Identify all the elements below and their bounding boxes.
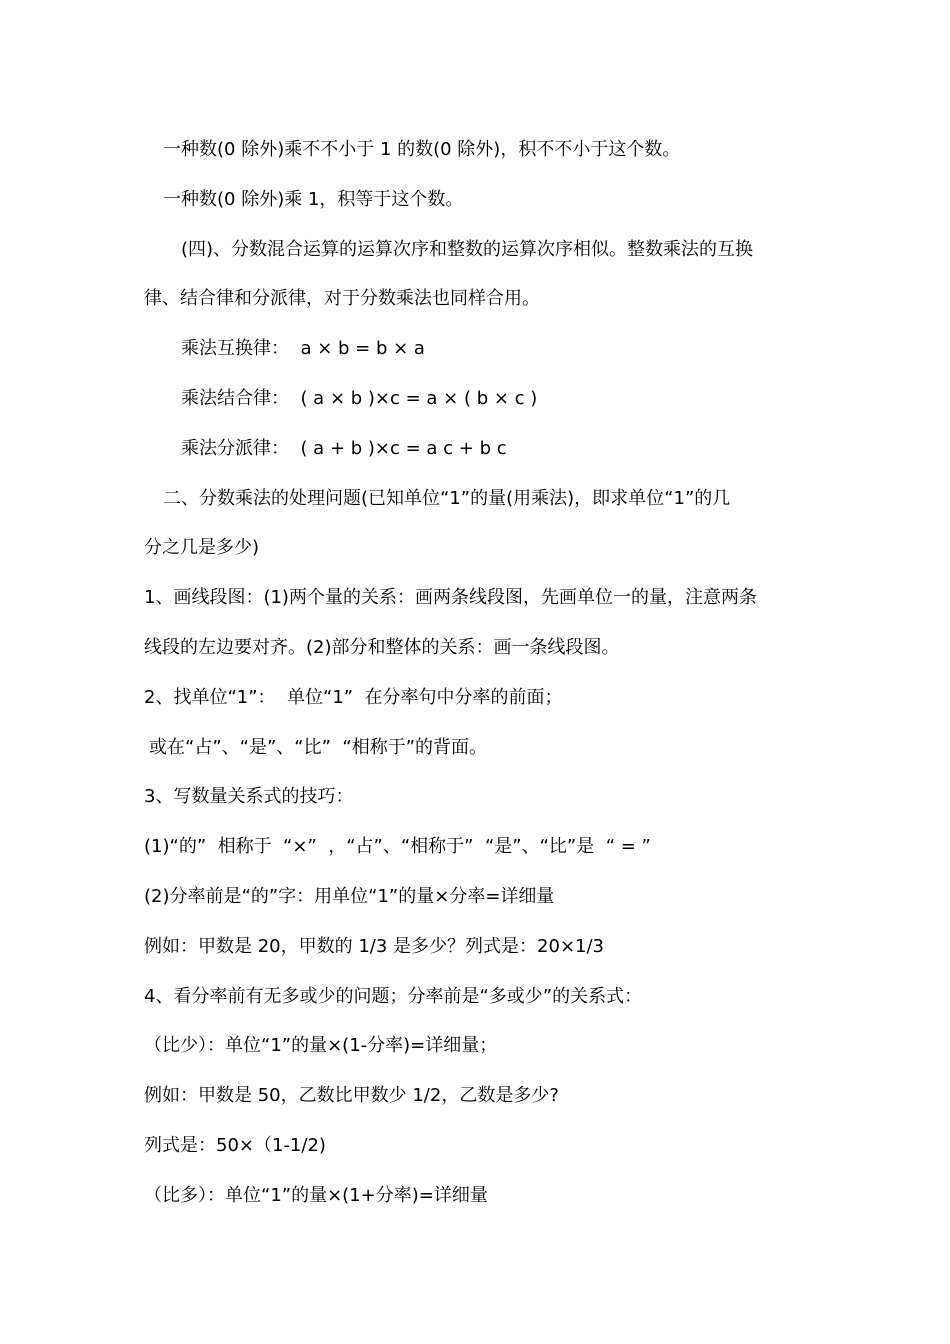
text-line: 1、画线段图：(1)两个量的关系：画两条线段图，先画单位一的量，注意两条 xyxy=(144,587,757,609)
formula-line: 乘法互换律： a × b = b × a xyxy=(181,338,425,360)
example-line: 列式是：50×（1-1/2) xyxy=(144,1134,326,1156)
example-line: 例如：甲数是 20，甲数的 1/3 是多少？列式是：20×1/3 xyxy=(144,935,604,957)
text-line: 一种数(0 除外)乘 1，积等于这个数。 xyxy=(163,188,464,210)
text-line: 或在“占”、“是”、“比” “相称于”的背面。 xyxy=(149,736,488,758)
formula-line: 乘法结合律： ( a × b )×c = a × ( b × c ) xyxy=(181,387,538,409)
text-line: （比多）：单位“1”的量×(1+分率)=详细量 xyxy=(144,1184,488,1206)
text-line: 3、写数量关系式的技巧： xyxy=(144,786,354,808)
example-line: 例如：甲数是 50，乙数比甲数少 1/2，乙数是多少? xyxy=(144,1085,559,1107)
text-line: 2、找单位“1”： 单位“1” 在分率句中分率的前面； xyxy=(144,686,563,708)
section-heading: 二、分数乘法的处理问题(已知单位“1”的量(用乘法)，即求单位“1”的几 xyxy=(163,487,731,509)
formula-line: 乘法分派律： ( a + b )×c = a c + b c xyxy=(181,437,507,459)
text-line: (四)、分数混合运算的运算次序和整数的运算次序相似。整数乘法的互换 xyxy=(181,238,754,260)
document-body xyxy=(0,125,950,1221)
text-line: （比少）：单位“1”的量×(1-分率)=详细量； xyxy=(144,1035,498,1057)
text-line: 律、结合律和分派律，对于分数乘法也同样合用。 xyxy=(144,288,540,310)
text-line: (1)“的” 相称于 “×” ，“占”、“相称于” “是”、“比”是 “ = ” xyxy=(144,836,651,858)
text-line: 线段的左边要对齐。(2)部分和整体的关系：画一条线段图。 xyxy=(144,636,620,658)
section-heading-continued: 分之几是多少) xyxy=(144,537,260,559)
text-line: 4、看分率前有无多或少的问题；分率前是“多或少”的关系式： xyxy=(144,985,643,1007)
text-line: 一种数(0 除外)乘不不小于 1 的数(0 除外)，积不不小于这个数。 xyxy=(163,139,681,160)
text-line: (2)分率前是“的”字：用单位“1”的量×分率=详细量 xyxy=(144,885,555,907)
